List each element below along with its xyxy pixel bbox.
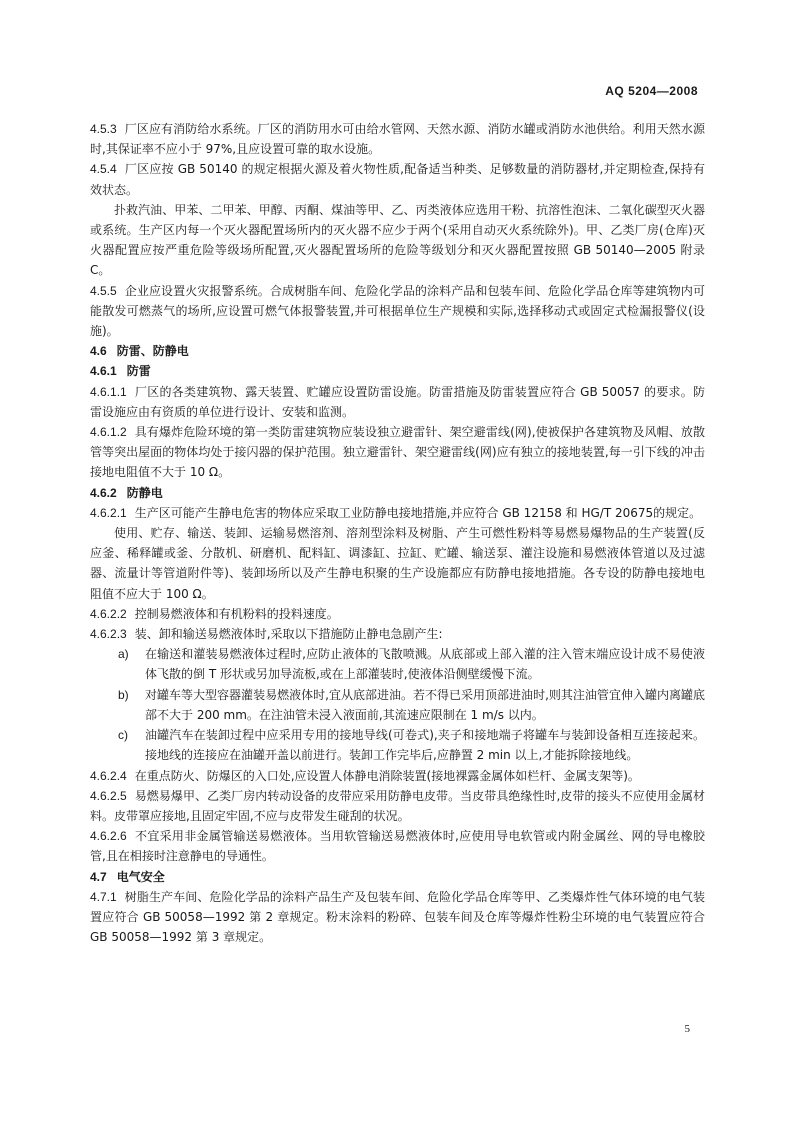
clause-text: 企业应设置火灾报警系统。合成树脂车间、危险化学品的涂料产品和包装车间、危险化学品仓库等建筑物内可能散发可燃蒸气的场所,应设置可燃气体报警装置,并可根据单位生产规模和实际,选择移动式或固定式检漏报警仪(设施)。 <box>90 283 705 339</box>
section-title: 电气安全 <box>116 869 165 884</box>
list-item-text: 在输送和灌装易燃液体过程时,应防止液体的飞散喷溅。从底部或上部入灌的注入管末端应设计成不易使液体飞散的倒 T 形状或另加导流板,或在上部灌装时,使液体沿侧壁缓慢下流。 <box>145 647 705 682</box>
list-marker: b) <box>118 687 129 702</box>
section-number: 4.6 <box>90 344 107 359</box>
body-paragraph: 使用、贮存、输送、装卸、运输易燃溶剂、溶剂型涂料及树脂、产生可燃性粉料等易燃易爆物品的生产装置(反应釜、稀释罐或釜、分散机、研磨机、配料缸、调漆缸、拉缸、贮罐、输送泵、灌注设施和易燃液体管道以及过滤器、流量计等管道附件等)、装卸场所以及产生静电积聚的生产设施都应有防静电接地措施。各专设的防静电接地电阻值不应大于 100 Ω。 <box>90 526 705 601</box>
clause-text: 在重点防火、防爆区的入口处,应设置人体静电消除装置(接地裸露金属体如栏杆、金属支架等)。 <box>134 768 640 783</box>
clause-paragraph <box>90 119 705 159</box>
section-title: 防雷 <box>126 364 151 379</box>
clause-paragraph <box>90 786 705 826</box>
clause-paragraph <box>90 281 705 342</box>
clause-text: 厂区的各类建筑物、露天装置、贮罐应设置防雷设施。防雷措施及防雷装置应符合 GB 50057 的要求。防雷设施应由有资质的单位进行设计、安装和监测。 <box>90 384 705 419</box>
clause-number: 4.6.2.2 <box>90 606 127 621</box>
list-item <box>90 725 705 765</box>
clause-paragraph <box>90 604 705 624</box>
clause-text: 厂区应有消防给水系统。厂区的消防用水可由给水管网、天然水源、消防水罐或消防水池供给。利用天然水源时,其保证率不应小于 97%,且应设置可靠的取水设施。 <box>90 122 705 157</box>
clause-number: 4.5.4 <box>90 162 117 177</box>
section-heading <box>90 867 705 887</box>
clause-number: 4.7.1 <box>90 889 117 904</box>
clause-number: 4.6.1.2 <box>90 425 127 440</box>
list-marker: c) <box>118 728 128 743</box>
clause-paragraph <box>90 826 705 866</box>
clause-number: 4.6.2.4 <box>90 768 127 783</box>
clause-number: 4.6.2.6 <box>90 829 127 844</box>
subsection-heading <box>90 361 705 381</box>
subsection-heading <box>90 483 705 503</box>
clause-text: 具有爆炸危险环境的第一类防雷建筑物应装设独立避雷针、架空避雷线(网),使被保护各建筑物及风帽、放散管等突出屋面的物体均处于接闪器的保护范围。独立避雷针、架空避雷线(网)应有独立的接地装置,每一引下线的冲击接地电阻值不大于 10 Ω。 <box>90 425 705 480</box>
clause-text: 不宜采用非金属管输送易燃液体。当用软管输送易燃液体时,应使用导电软管或内附金属丝、网的导电橡胶管,且在相接时注意静电的导通性。 <box>90 829 705 864</box>
clause-number: 4.6.1.1 <box>90 384 127 399</box>
section-number: 4.7 <box>90 869 107 884</box>
list-item <box>90 685 705 725</box>
clause-paragraph <box>90 382 705 422</box>
standard-code-header: AQ 5204—2008 <box>605 84 698 98</box>
clause-paragraph <box>90 422 705 483</box>
clause-text: 易燃易爆甲、乙类厂房内转动设备的皮带应采用防静电皮带。当皮带具绝缘性时,皮带的接头不应使用金属材料。皮带罩应接地,且固定牢固,不应与皮带发生碰刮的状况。 <box>90 788 705 823</box>
clause-text: 控制易燃液体和有机粉料的投料速度。 <box>134 606 339 621</box>
section-title: 防雷、防静电 <box>116 344 189 359</box>
section-number: 4.6.1 <box>90 364 117 379</box>
list-marker: a) <box>118 647 129 662</box>
list-item <box>90 644 705 684</box>
clause-text: 树脂生产车间、危险化学品的涂料产品生产及包装车间、危险化学品仓库等甲、乙类爆炸性气体环境的电气装置应符合 GB 50058—1992 第 2 章规定。粉末涂料的粉碎、包装车间及仓库等爆炸性粉尘环境的电气装置应符合 GB 50058—1992 第 3 章规定。 <box>90 889 705 945</box>
clause-text: 生产区可能产生静电危害的物体应采取工业防静电接地措施,并应符合 GB 12158 和 HG/T 20675的规定。 <box>134 505 702 520</box>
clause-number: 4.5.3 <box>90 122 117 136</box>
list-item-text: 对罐车等大型容器灌装易燃液体时,宜从底部进油。若不得已采用顶部进油时,则其注油管宜伸入罐内离罐底部不大于 200 mm。在注油管未浸入液面前,其流速应限制在 1 m/s 以内。 <box>145 687 705 722</box>
clause-paragraph <box>90 159 705 199</box>
clause-text: 厂区应按 GB 50140 的规定根据火源及着火物性质,配备适当种类、足够数量的消防器材,并定期检查,保持有效状态。 <box>90 162 705 197</box>
clause-paragraph <box>90 503 705 523</box>
clause-text: 装、卸和输送易燃液体时,采取以下措施防止静电急剧产生: <box>134 627 443 642</box>
clause-paragraph <box>90 624 705 644</box>
list-item-text: 油罐汽车在装卸过程中应采用专用的接地导线(可卷式),夹子和接地端子将罐车与装卸设备相互连接起来。接地线的连接应在油罐开盖以前进行。装卸工作完毕后,应静置 2 min 以上,才能拆除接地线。 <box>145 728 705 763</box>
body-paragraph: 扑救汽油、甲苯、二甲苯、甲醇、丙酮、煤油等甲、乙、丙类液体应选用干粉、抗溶性泡沫、二氧化碳型灭火器或系统。生产区内每一个灭火器配置场所内的灭火器不应少于两个(采用自动灭火系统除外)。甲、乙类厂房(仓库)灭火器配置应按严重危险等级场所配置,灭火器配置场所的危险等级划分和灭火器配置按照 GB 50140—2005 附录 C。 <box>90 202 705 278</box>
section-number: 4.6.2 <box>90 485 117 500</box>
clause-paragraph <box>90 766 705 786</box>
section-title: 防静电 <box>126 485 163 500</box>
clause-paragraph <box>90 887 705 948</box>
clause-number: 4.6.2.3 <box>90 627 127 642</box>
clause-number: 4.5.5 <box>90 283 117 298</box>
page-number: 5 <box>684 1023 690 1035</box>
section-heading <box>90 341 705 361</box>
clause-number: 4.6.2.1 <box>90 505 127 520</box>
document-body <box>90 119 705 947</box>
clause-number: 4.6.2.5 <box>90 788 127 803</box>
